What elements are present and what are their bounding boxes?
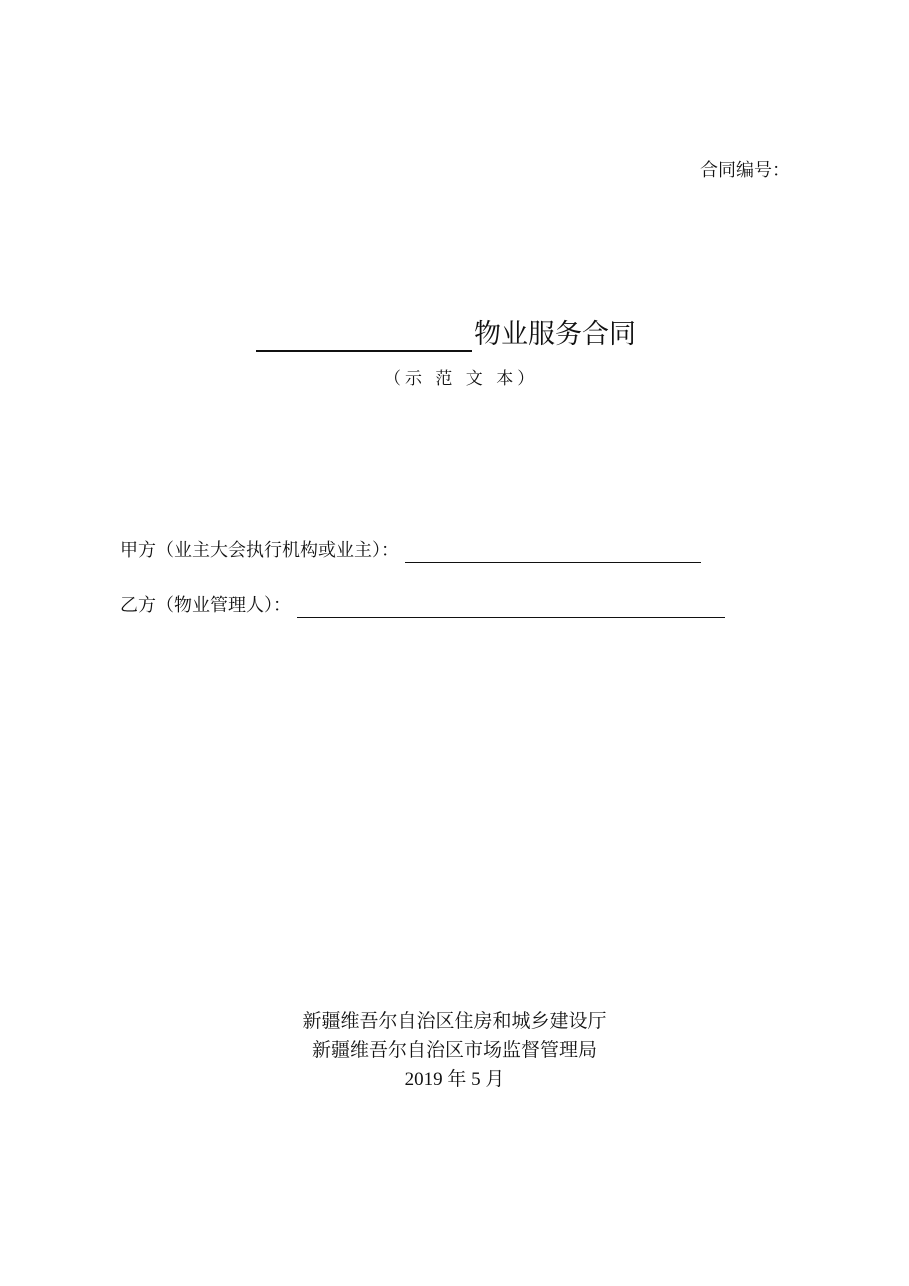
- contract-number-label: 合同编号：: [700, 160, 790, 181]
- party-a-blank-line: [405, 542, 701, 563]
- issue-date: 2019 年 5 月: [404, 1069, 505, 1090]
- issuer-line-1: 新疆维吾尔自治区住房和城乡建设厅: [302, 1010, 607, 1032]
- party-b-row: [120, 594, 725, 618]
- document-subtitle: （示 范 文 本）: [384, 369, 539, 389]
- party-b-blank-line: [297, 597, 725, 618]
- party-b-label: 乙方（物业管理人）：: [120, 595, 291, 616]
- party-a-label: 甲方（业主大会执行机构或业主）：: [120, 540, 399, 561]
- title-blank-line: [256, 320, 472, 352]
- issuer-line-2: 新疆维吾尔自治区市场监督管理局: [311, 1039, 597, 1061]
- document-title: [256, 318, 636, 352]
- title-text: 物业服务合同: [474, 319, 636, 350]
- issuer-block: [200, 1007, 709, 1094]
- party-a-row: [120, 539, 701, 563]
